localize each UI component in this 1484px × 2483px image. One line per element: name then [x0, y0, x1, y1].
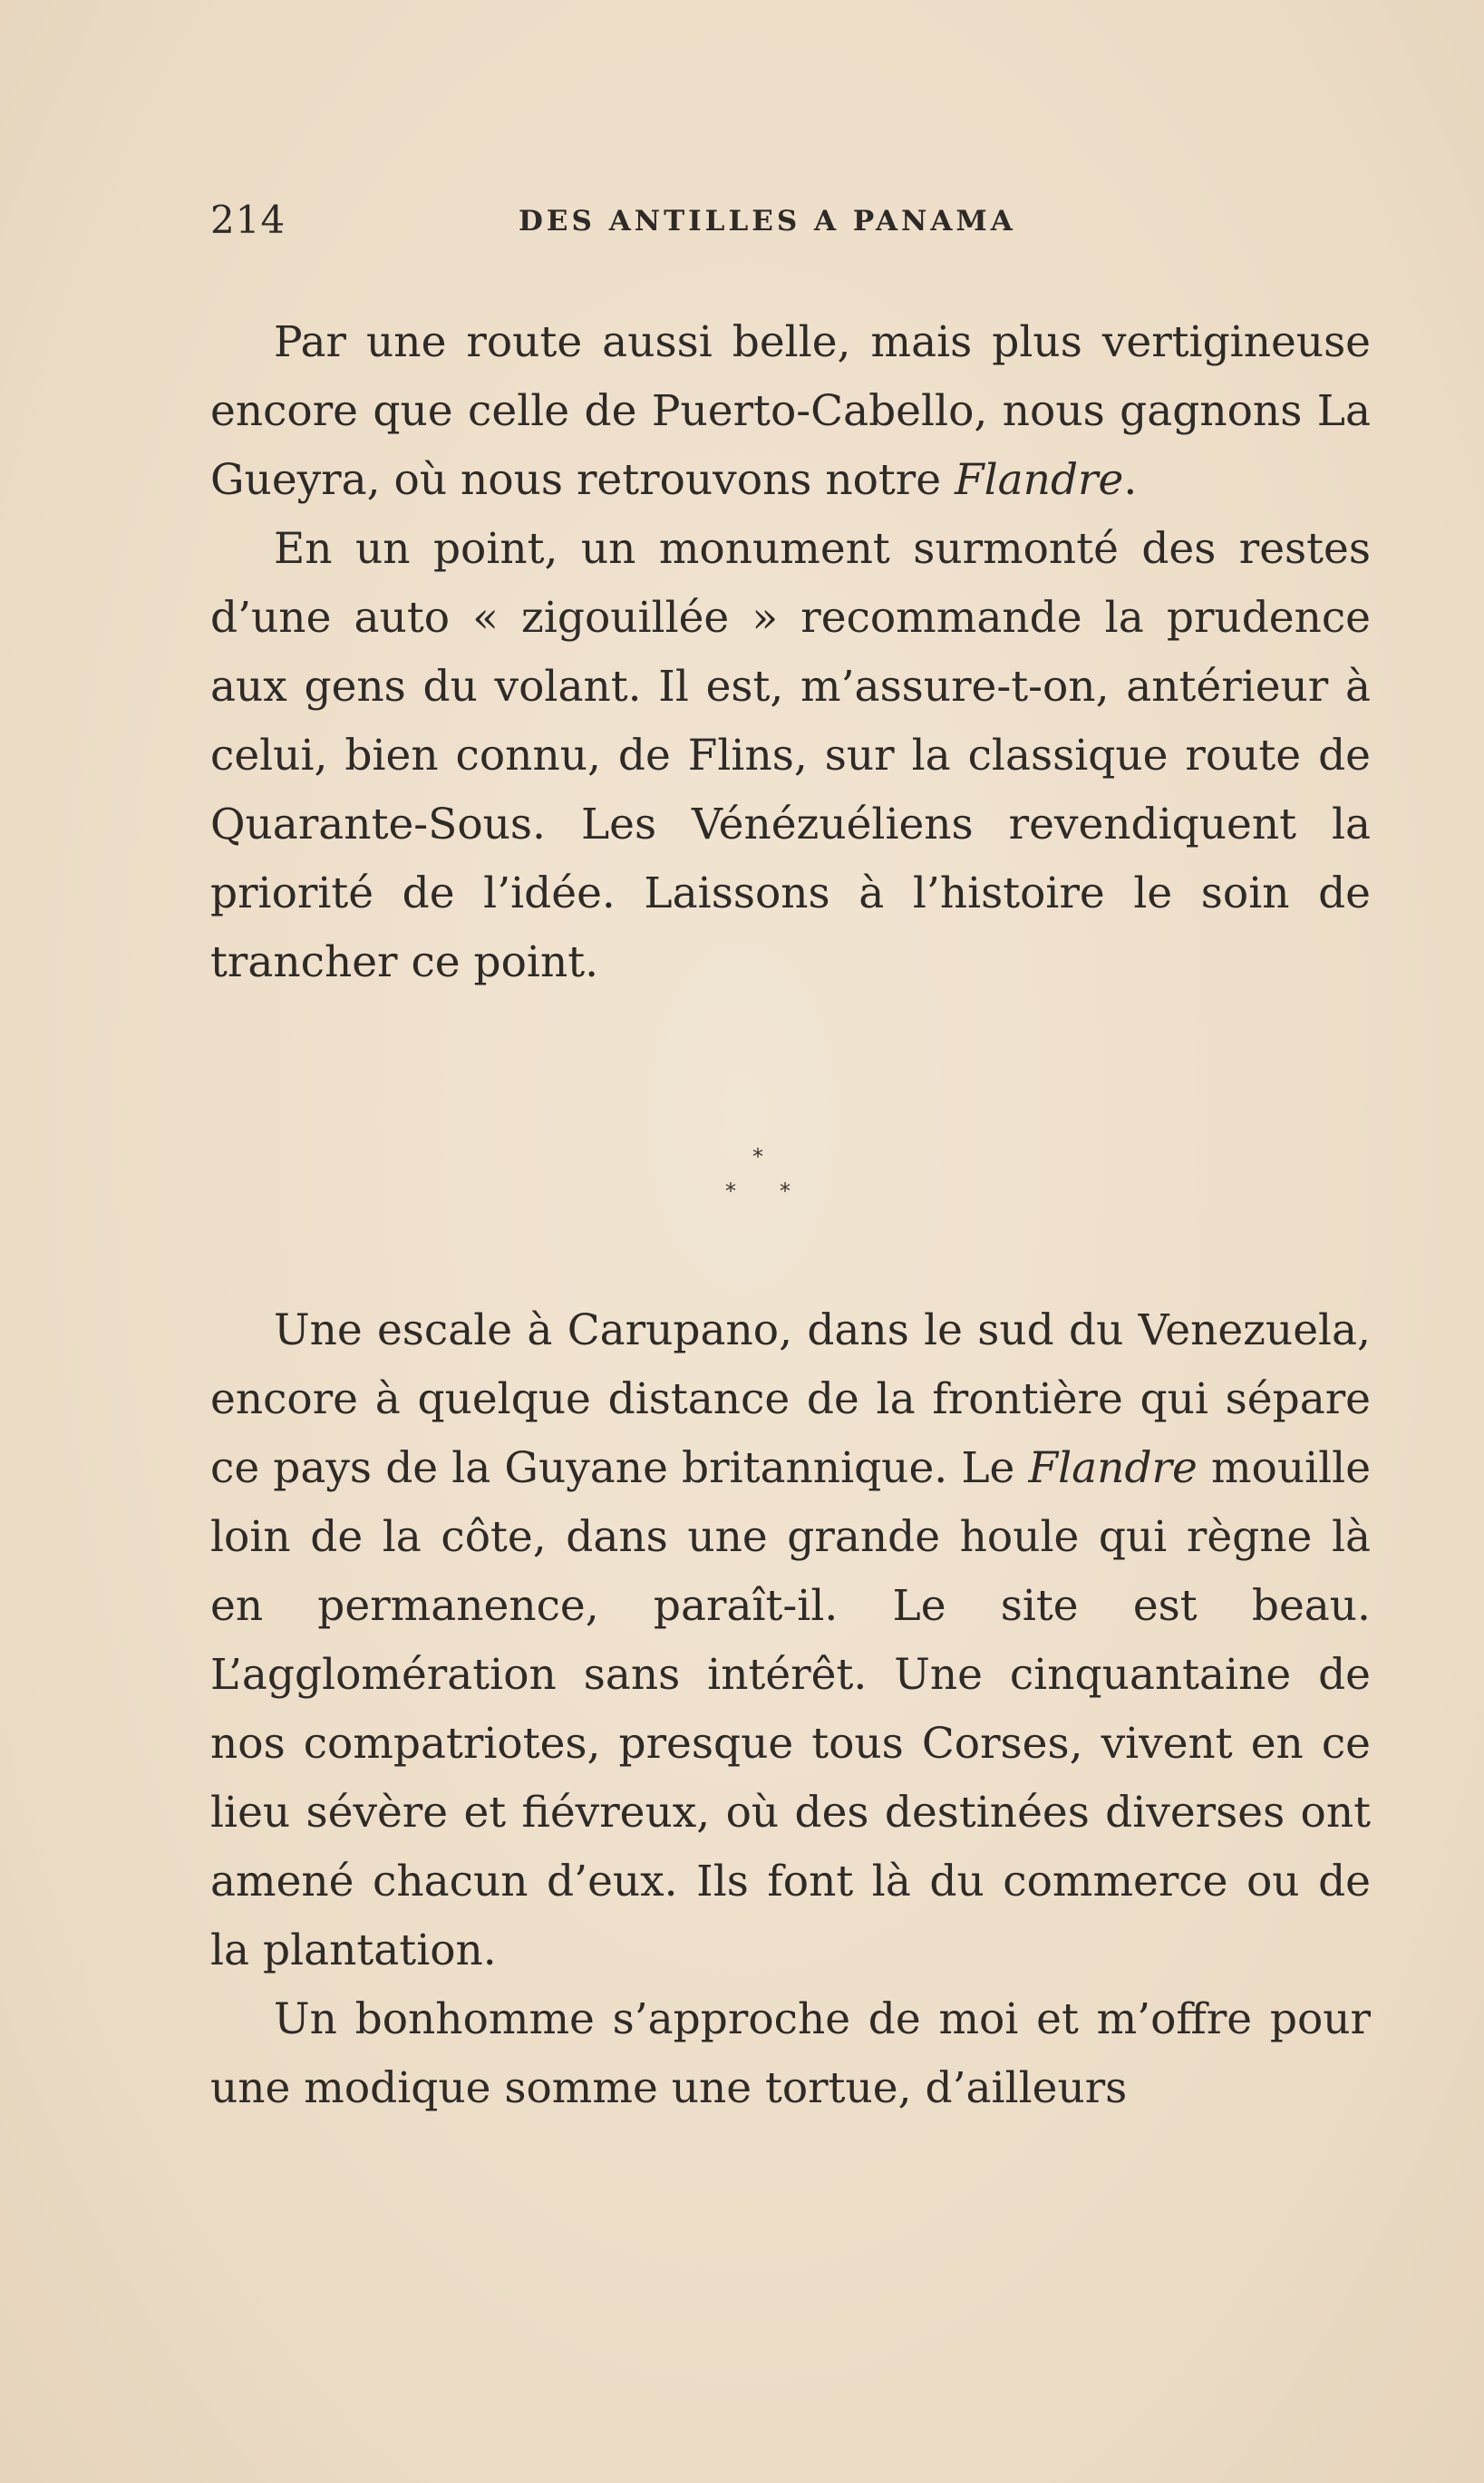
paragraph-4-text: Un bonhomme s’approche de moi et m’offre pour une modique somme une tortue, d’ailleurs	[210, 1994, 1371, 2113]
paragraph-3-tail: mouille loin de la côte, dans une grande houle qui règne là en permanence, paraît-il. Le site est beau. L’agglomération sans intérêt. Une cinquantaine de nos compatriotes, presque tous Corses, vivent en ce lieu sévère et fiévreux, où des destinées diverses ont amené chacun d’eux. Ils font là du commerce ou de la plantation.	[210, 1443, 1372, 1975]
paragraph-1-tail: .	[1123, 455, 1138, 505]
paragraph-1-italic: Flandre	[955, 455, 1124, 505]
paragraph-2	[210, 515, 1371, 997]
paragraph-1-text: Par une route aussi belle, mais plus vertigineuse encore que celle de Puerto-Cabello, nous gagnons La Gueyra, où nous retrouvons notre	[210, 317, 1371, 505]
paragraph-3-italic: Flandre	[1028, 1443, 1198, 1493]
running-title: DES ANTILLES A PANAMA	[519, 205, 1016, 238]
asterisk-right: *	[780, 1178, 790, 1204]
page-header	[210, 198, 1371, 252]
paragraph-1	[210, 308, 1371, 515]
text-block-top	[210, 308, 1371, 997]
text-block-bottom	[210, 1296, 1371, 2123]
asterisk-left: *	[725, 1178, 736, 1204]
paragraph-2-text: En un point, un monument surmonté des restes d’une auto « zigouillée » recommande la prudence aux gens du volant. Il est, m’assure-t-on, antérieur à celui, bien connu, de Flins, sur la classique route de Quarante-Sous. Les Vénézuéliens revendiquent la priorité de l’idée. Laissons à l’histoire le soin de trancher ce point.	[210, 524, 1371, 987]
paragraph-4	[210, 1985, 1371, 2123]
page-number: 214	[210, 198, 286, 242]
paragraph-3-text: Une escale à Carupano, dans le sud du Venezuela, encore à quelque distance de la frontière qui sépare ce pays de la Guyane britannique. Le	[210, 1305, 1371, 1493]
asterisk-top: *	[752, 1144, 763, 1169]
section-separator	[716, 1144, 825, 1217]
paragraph-3	[210, 1296, 1371, 1985]
